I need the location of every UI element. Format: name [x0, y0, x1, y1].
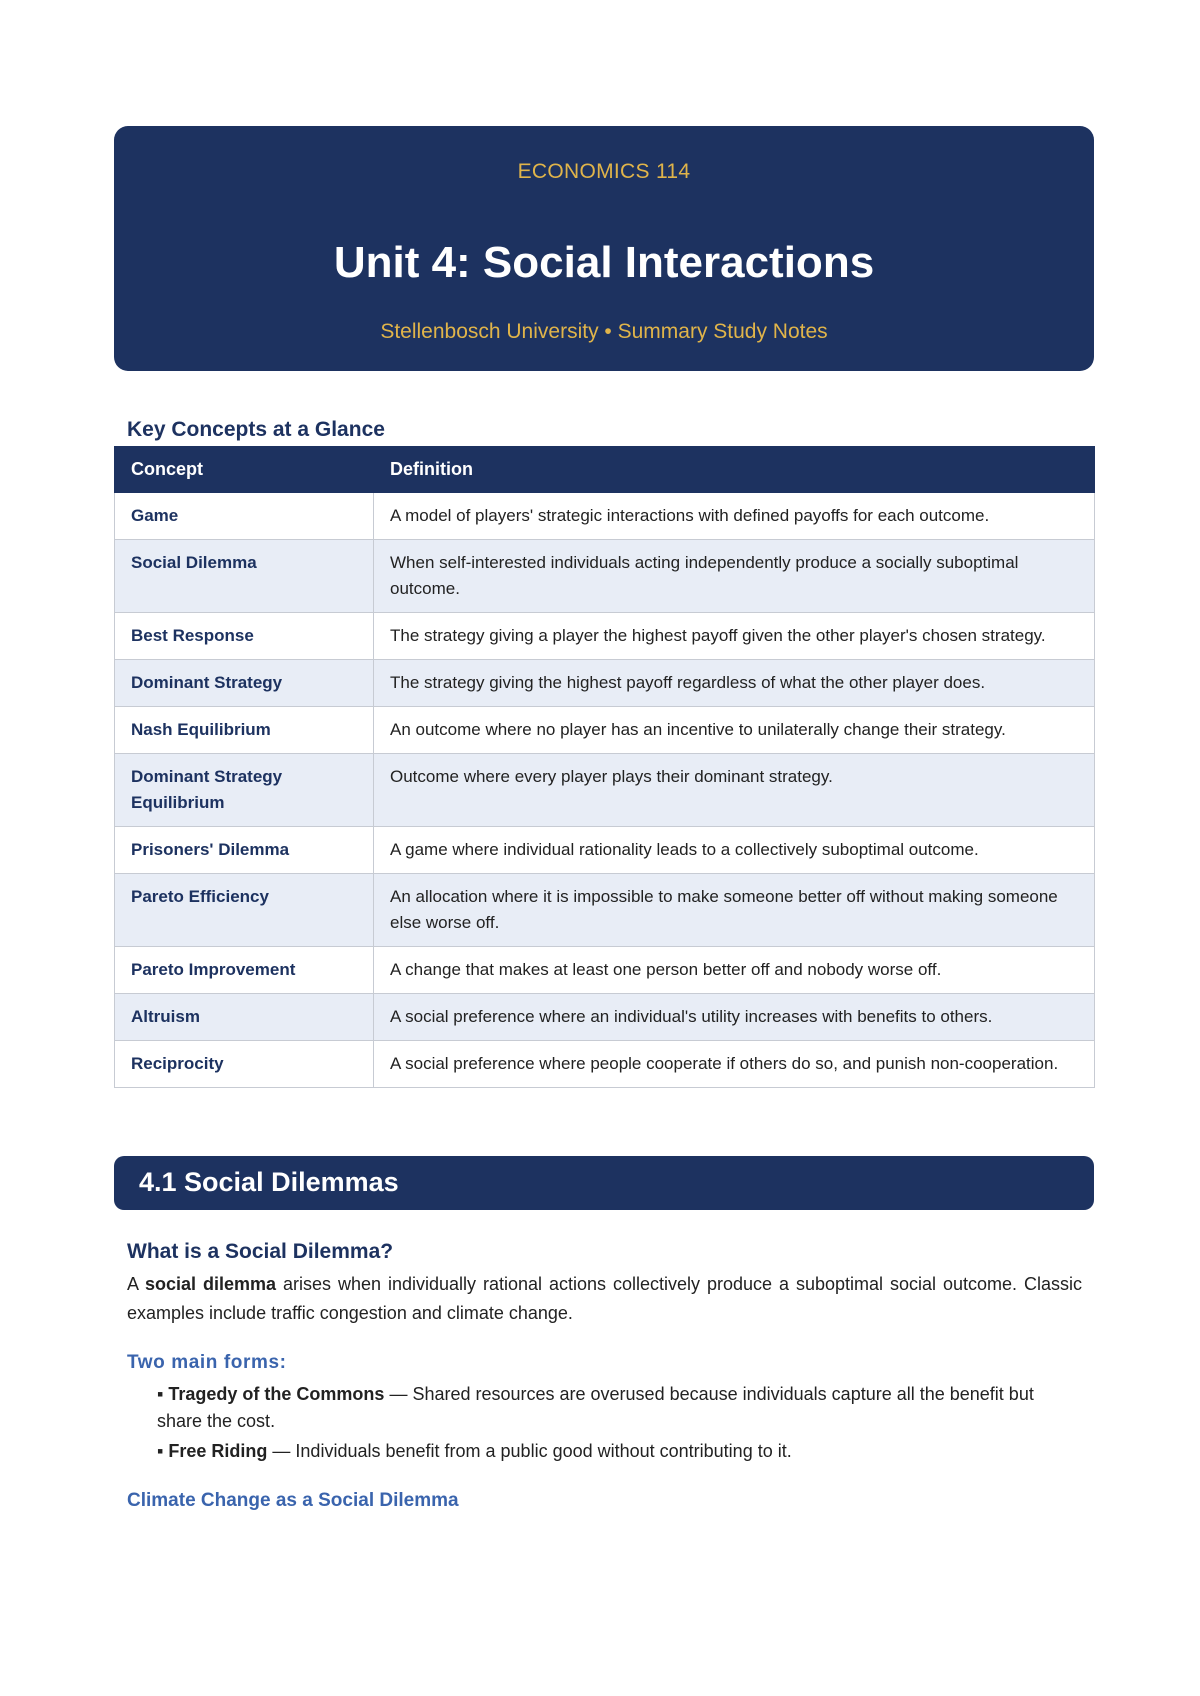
- table-row: [115, 827, 1095, 874]
- form-name: Tragedy of the Commons: [168, 1384, 385, 1404]
- concept-term: Best Response: [115, 613, 374, 660]
- paragraph-text: arises when individually rational actions collectively produce a suboptimal social outcome. Classic examples include traffic congestion and climate change.: [127, 1274, 1082, 1323]
- concept-definition: Outcome where every player plays their dominant strategy.: [374, 754, 1095, 827]
- table-row: [115, 707, 1095, 754]
- page-title: Unit 4: Social Interactions: [333, 238, 875, 287]
- concept-definition: An outcome where no player has an incentive to unilaterally change their strategy.: [374, 707, 1095, 754]
- course-label: ECONOMICS 114: [517, 160, 691, 183]
- form-name: Free Riding: [168, 1441, 268, 1461]
- list-item: [157, 1381, 1082, 1435]
- paragraph-key-term: social dilemma: [144, 1274, 277, 1294]
- table-row: [115, 874, 1095, 947]
- concept-definition: The strategy giving a player the highest payoff given the other player's chosen strategy.: [374, 613, 1095, 660]
- table-row: [115, 493, 1095, 540]
- concept-term: Dominant Strategy: [115, 660, 374, 707]
- concept-definition: A social preference where people cooperate if others do so, and punish non-cooperation.: [374, 1041, 1095, 1088]
- form-description: — Shared resources are overused because individuals capture all the benefit but share the cost.: [157, 1384, 1034, 1431]
- table-header-row: [115, 447, 1095, 493]
- concept-term: Pareto Improvement: [115, 947, 374, 994]
- section-4-1-banner: [114, 1156, 1094, 1210]
- concept-definition: A social preference where an individual's utility increases with benefits to others.: [374, 994, 1095, 1041]
- climate-heading: Climate Change as a Social Dilemma: [127, 1490, 459, 1511]
- concept-term: Altruism: [115, 994, 374, 1041]
- concept-term: Reciprocity: [115, 1041, 374, 1088]
- form-description: — Individuals benefit from a public good without contributing to it.: [267, 1441, 792, 1461]
- paragraph-lead: A: [127, 1274, 145, 1294]
- forms-heading: Two main forms:: [127, 1352, 287, 1373]
- concept-term: Game: [115, 493, 374, 540]
- concept-term: Pareto Efficiency: [115, 874, 374, 947]
- concept-term: Dominant Strategy Equilibrium: [115, 754, 374, 827]
- section-title: 4.1 Social Dilemmas: [139, 1167, 399, 1197]
- concept-definition: An allocation where it is impossible to make someone better off without making someone else worse off.: [374, 874, 1095, 947]
- page-subtitle: Stellenbosch University • Summary Study Notes: [380, 320, 828, 343]
- column-header-concept: Concept: [115, 447, 374, 493]
- bullet-marker: ▪: [157, 1384, 164, 1404]
- table-row: [115, 613, 1095, 660]
- table-row: [115, 754, 1095, 827]
- concept-term: Nash Equilibrium: [115, 707, 374, 754]
- concept-term: Social Dilemma: [115, 540, 374, 613]
- forms-list: [157, 1381, 1082, 1468]
- table-row: [115, 947, 1095, 994]
- subsection-heading: What is a Social Dilemma?: [127, 1240, 394, 1263]
- table-row: [115, 994, 1095, 1041]
- concept-definition: A change that makes at least one person better off and nobody worse off.: [374, 947, 1095, 994]
- column-header-definition: Definition: [374, 447, 1095, 493]
- concept-definition: When self-interested individuals acting independently produce a socially suboptimal outcome.: [374, 540, 1095, 613]
- definition-paragraph: [127, 1270, 1082, 1328]
- concept-definition: A model of players' strategic interactions with defined payoffs for each outcome.: [374, 493, 1095, 540]
- table-row: [115, 540, 1095, 613]
- concept-term: Prisoners' Dilemma: [115, 827, 374, 874]
- bullet-marker: ▪: [157, 1441, 164, 1461]
- table-row: [115, 660, 1095, 707]
- table-row: [115, 1041, 1095, 1088]
- key-concepts-table: [114, 446, 1095, 1088]
- title-banner: [114, 126, 1094, 371]
- concept-definition: The strategy giving the highest payoff regardless of what the other player does.: [374, 660, 1095, 707]
- list-item: [157, 1438, 1082, 1465]
- concept-definition: A game where individual rationality leads to a collectively suboptimal outcome.: [374, 827, 1095, 874]
- key-concepts-heading: Key Concepts at a Glance: [127, 418, 385, 441]
